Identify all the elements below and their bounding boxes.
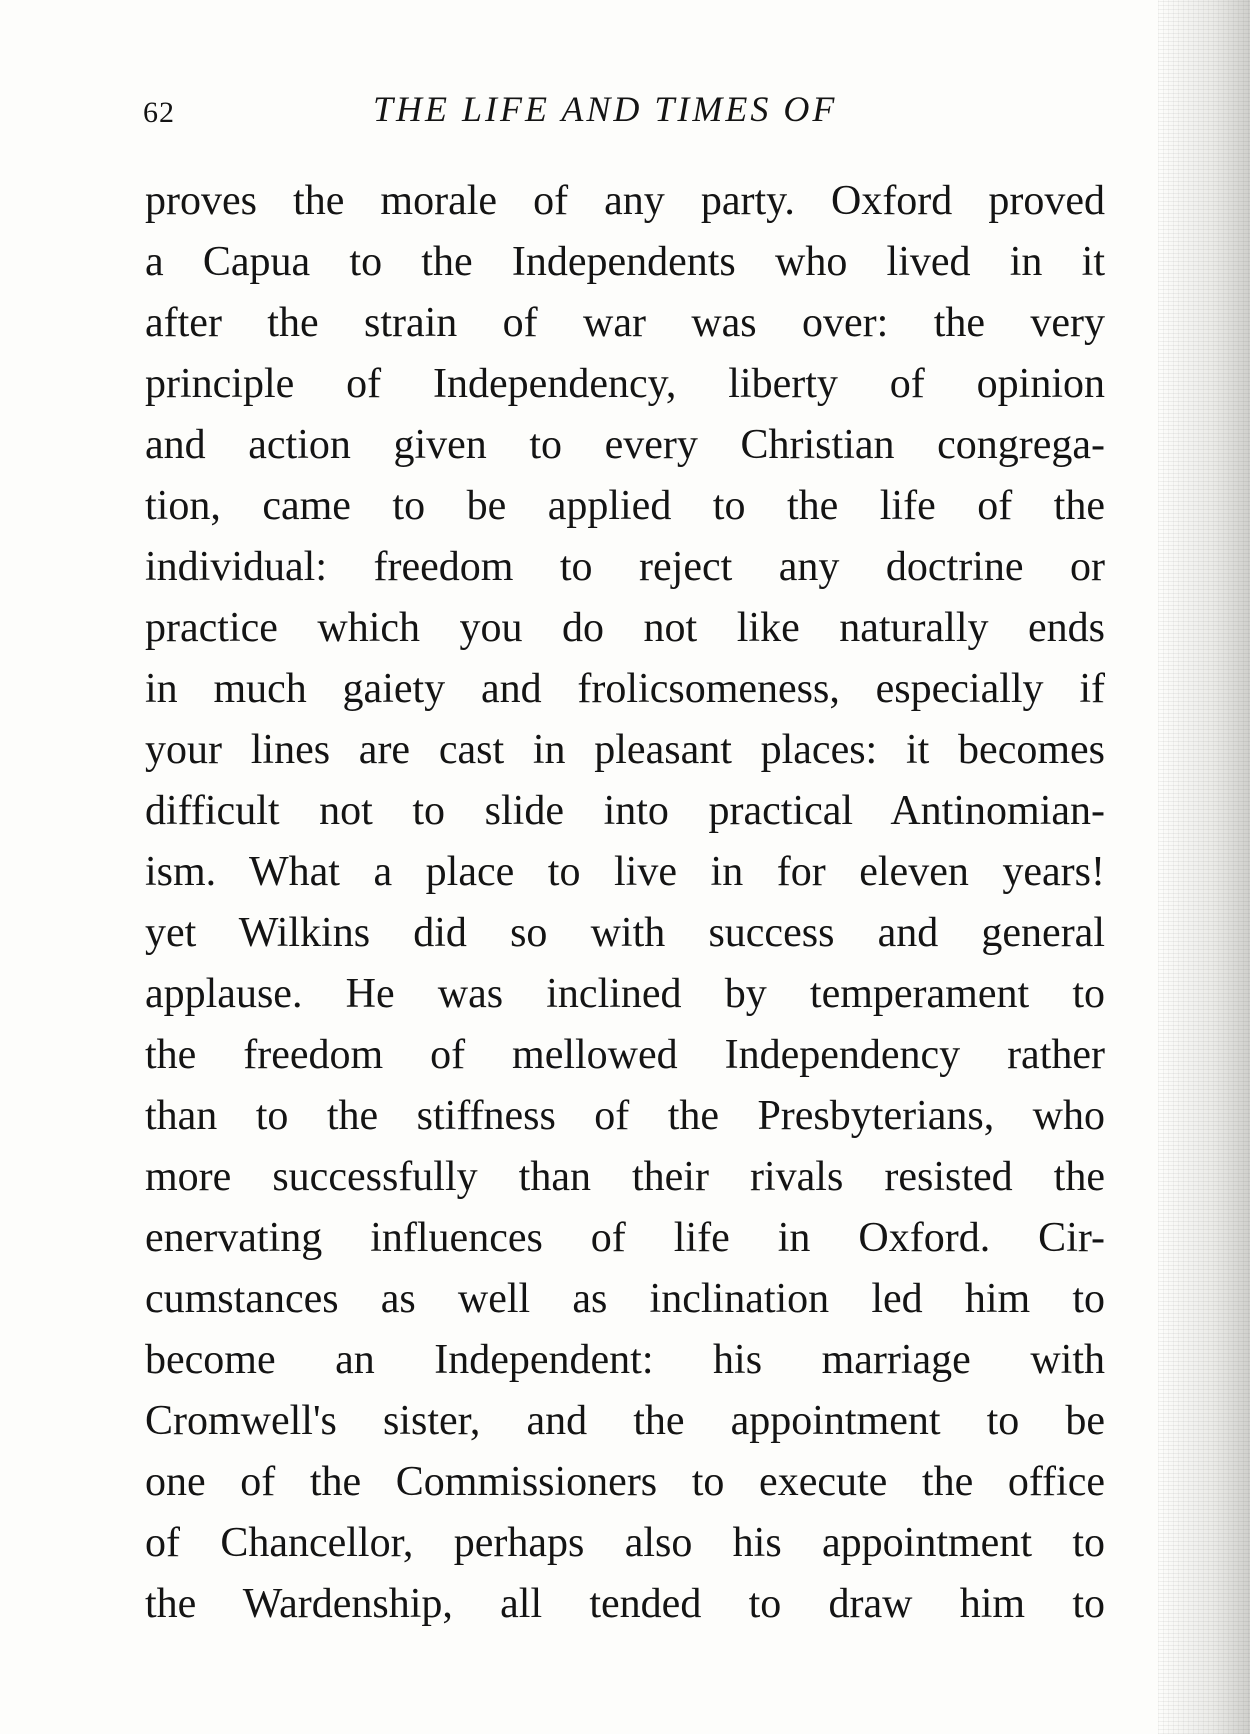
- text-line: of Chancellor, perhaps also his appointment to: [145, 1520, 1105, 1566]
- running-title: THE LIFE AND TIMES OF: [373, 89, 838, 129]
- text-line: the Wardenship, all tended to draw him to: [145, 1581, 1105, 1627]
- body-text: [145, 171, 1105, 1635]
- text-line: enervating influences of life in Oxford. Cir-: [145, 1215, 1105, 1261]
- text-line: difficult not to slide into practical Antinomian-: [145, 788, 1105, 834]
- text-line: individual: freedom to reject any doctrine or: [145, 544, 1105, 590]
- text-line: principle of Independency, liberty of opinion: [145, 361, 1105, 407]
- running-head: [143, 88, 1103, 138]
- text-line: one of the Commissioners to execute the office: [145, 1459, 1105, 1505]
- text-line: a Capua to the Independents who lived in it: [145, 239, 1105, 285]
- text-line: practice which you do not like naturally ends: [145, 605, 1105, 651]
- page-number: 62: [143, 96, 175, 129]
- text-line: yet Wilkins did so with success and general: [145, 910, 1105, 956]
- text-line: tion, came to be applied to the life of the: [145, 483, 1105, 529]
- text-line: and action given to every Christian congrega-: [145, 422, 1105, 468]
- text-line: more successfully than their rivals resisted the: [145, 1154, 1105, 1200]
- text-line: ism. What a place to live in for eleven years!: [145, 849, 1105, 895]
- text-line: after the strain of war was over: the very: [145, 300, 1105, 346]
- text-line: your lines are cast in pleasant places: it becomes: [145, 727, 1105, 773]
- page-edge-shading: [1158, 0, 1250, 1734]
- text-line: cumstances as well as inclination led him to: [145, 1276, 1105, 1322]
- text-line: in much gaiety and frolicsomeness, especially if: [145, 666, 1105, 712]
- text-line: the freedom of mellowed Independency rather: [145, 1032, 1105, 1078]
- text-line: become an Independent: his marriage with: [145, 1337, 1105, 1383]
- text-line: proves the morale of any party. Oxford proved: [145, 178, 1105, 224]
- text-line: applause. He was inclined by temperament to: [145, 971, 1105, 1017]
- text-line: Cromwell's sister, and the appointment to be: [145, 1398, 1105, 1444]
- text-line: than to the stiffness of the Presbyterians, who: [145, 1093, 1105, 1139]
